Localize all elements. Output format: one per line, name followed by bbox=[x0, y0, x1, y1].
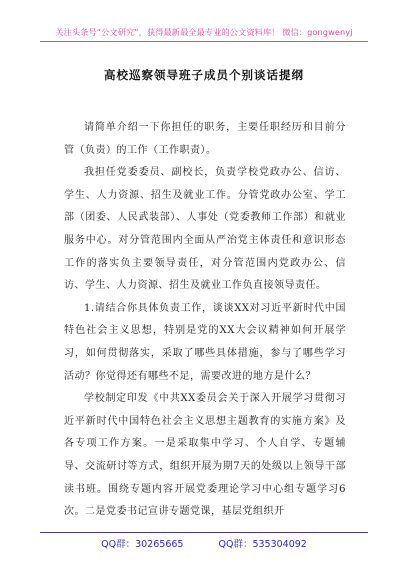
footer-divider bbox=[40, 532, 368, 533]
header-banner: 关注头条号“公文研究”，获得最新最全最专业的公文资料库！ 微信：gongwenyj bbox=[55, 27, 353, 37]
header-divider bbox=[40, 41, 368, 42]
paragraph-answer-1: 我担任党委委员、副校长，负责学校党政办公、信访、学生、人力资源、招生及就业工作。分管党政办公室、学工部（团委、人民武装部）、人事处（党委教师工作部）和就业服务中心。对分管范围内全面从严治党主体责任和意识形态工作的落实负主要领导责任，对分管范围内党政办公、信访、学生、人力资源、招生及就业工作负直接领导责任。 bbox=[64, 167, 346, 292]
paragraph-intro: 请简单介绍一下你担任的职务，主要任职经历和目前分管（负责）的工作（工作职责）。 bbox=[64, 122, 346, 156]
document-body bbox=[64, 117, 346, 524]
paragraph-question-1: 1.请结合你具体负责工作，谈谈XX对习近平新时代中国特色社会主义思想，特别是党的XX大会议精神如何开展学习，如何贯彻落实，采取了哪些具体措施，参与了哪些学习活动？你觉得还有哪些不足，需要改进的地方是什么？ bbox=[64, 302, 346, 382]
document-title: 高校巡察领导班子成员个别谈话提纲 bbox=[104, 68, 304, 82]
footer-qq-group-1: QQ群：30265665 bbox=[101, 539, 184, 550]
footer-qq-group-2: QQ群：535304092 bbox=[218, 539, 307, 550]
paragraph-answer-2: 学校制定印发《中共XX委员会关于深入开展学习贯彻习近平新时代中国特色社会主义思想主题教育的实施方案》及各专项工作方案。一是采取集中学习、个人自学、专题辅导、交流研讨等方式，组织开展为期7天的处级以上领导干部读书班。围绕专题内容开展党委理论学习中心组专题学习6次。二是党委书记宣讲专题党课，基层党组织开 bbox=[64, 393, 346, 518]
footer bbox=[0, 536, 408, 550]
